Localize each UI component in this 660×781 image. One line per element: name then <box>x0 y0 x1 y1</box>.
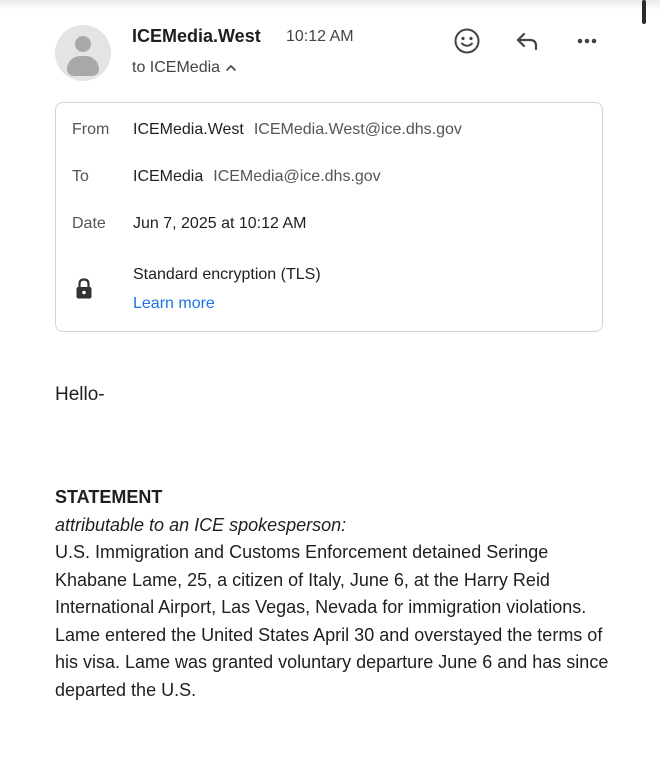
from-name[interactable]: ICEMedia.West <box>133 121 244 138</box>
learn-more-link[interactable]: Learn more <box>133 295 215 312</box>
message-details-card <box>55 102 603 332</box>
chevron-up-icon <box>225 62 237 74</box>
to-name[interactable]: ICEMedia <box>133 168 204 185</box>
top-edge-shadow <box>0 0 660 10</box>
smiley-icon <box>453 27 481 55</box>
statement-title: STATEMENT <box>55 487 163 507</box>
message-time: 10:12 AM <box>286 28 354 45</box>
add-reaction-button[interactable] <box>450 24 484 58</box>
date-label: Date <box>72 215 106 232</box>
to-label: To <box>72 168 89 185</box>
lock-icon <box>74 277 94 301</box>
sender-name[interactable]: ICEMedia.West <box>132 26 261 46</box>
statement-text: U.S. Immigration and Customs Enforcement detained Seringe Khabane Lame, 25, a citizen of Italy, June 6, at the Harry Reid International Airport, Las Vegas, Nevada for immigration violations. Lame entered the United States April 30 and overstayed the terms of his visa. Lame was granted voluntary departure June 6 and has since departed the U.S. <box>55 542 609 700</box>
avatar[interactable] <box>55 25 111 81</box>
reply-button[interactable] <box>510 24 544 58</box>
date-value: Jun 7, 2025 at 10:12 AM <box>133 215 307 232</box>
to-email[interactable]: ICEMedia@ice.dhs.gov <box>213 168 381 185</box>
reply-icon <box>513 27 541 55</box>
recipient-summary: to ICEMedia <box>132 59 221 76</box>
scrollbar[interactable] <box>642 0 646 24</box>
more-options-icon <box>573 27 601 55</box>
avatar-icon <box>75 36 91 52</box>
statement-subtitle: attributable to an ICE spokesperson: <box>55 514 347 535</box>
recipient-toggle[interactable] <box>132 59 237 77</box>
greeting: Hello- <box>55 384 105 405</box>
statement-block <box>55 484 625 704</box>
from-email[interactable]: ICEMedia.West@ice.dhs.gov <box>253 121 462 138</box>
more-options-button[interactable] <box>570 24 604 58</box>
encryption-status: Standard encryption (TLS) <box>133 266 321 283</box>
from-value <box>133 121 462 139</box>
to-value <box>133 168 381 186</box>
avatar-icon-body <box>67 56 99 76</box>
from-label: From <box>72 121 110 138</box>
